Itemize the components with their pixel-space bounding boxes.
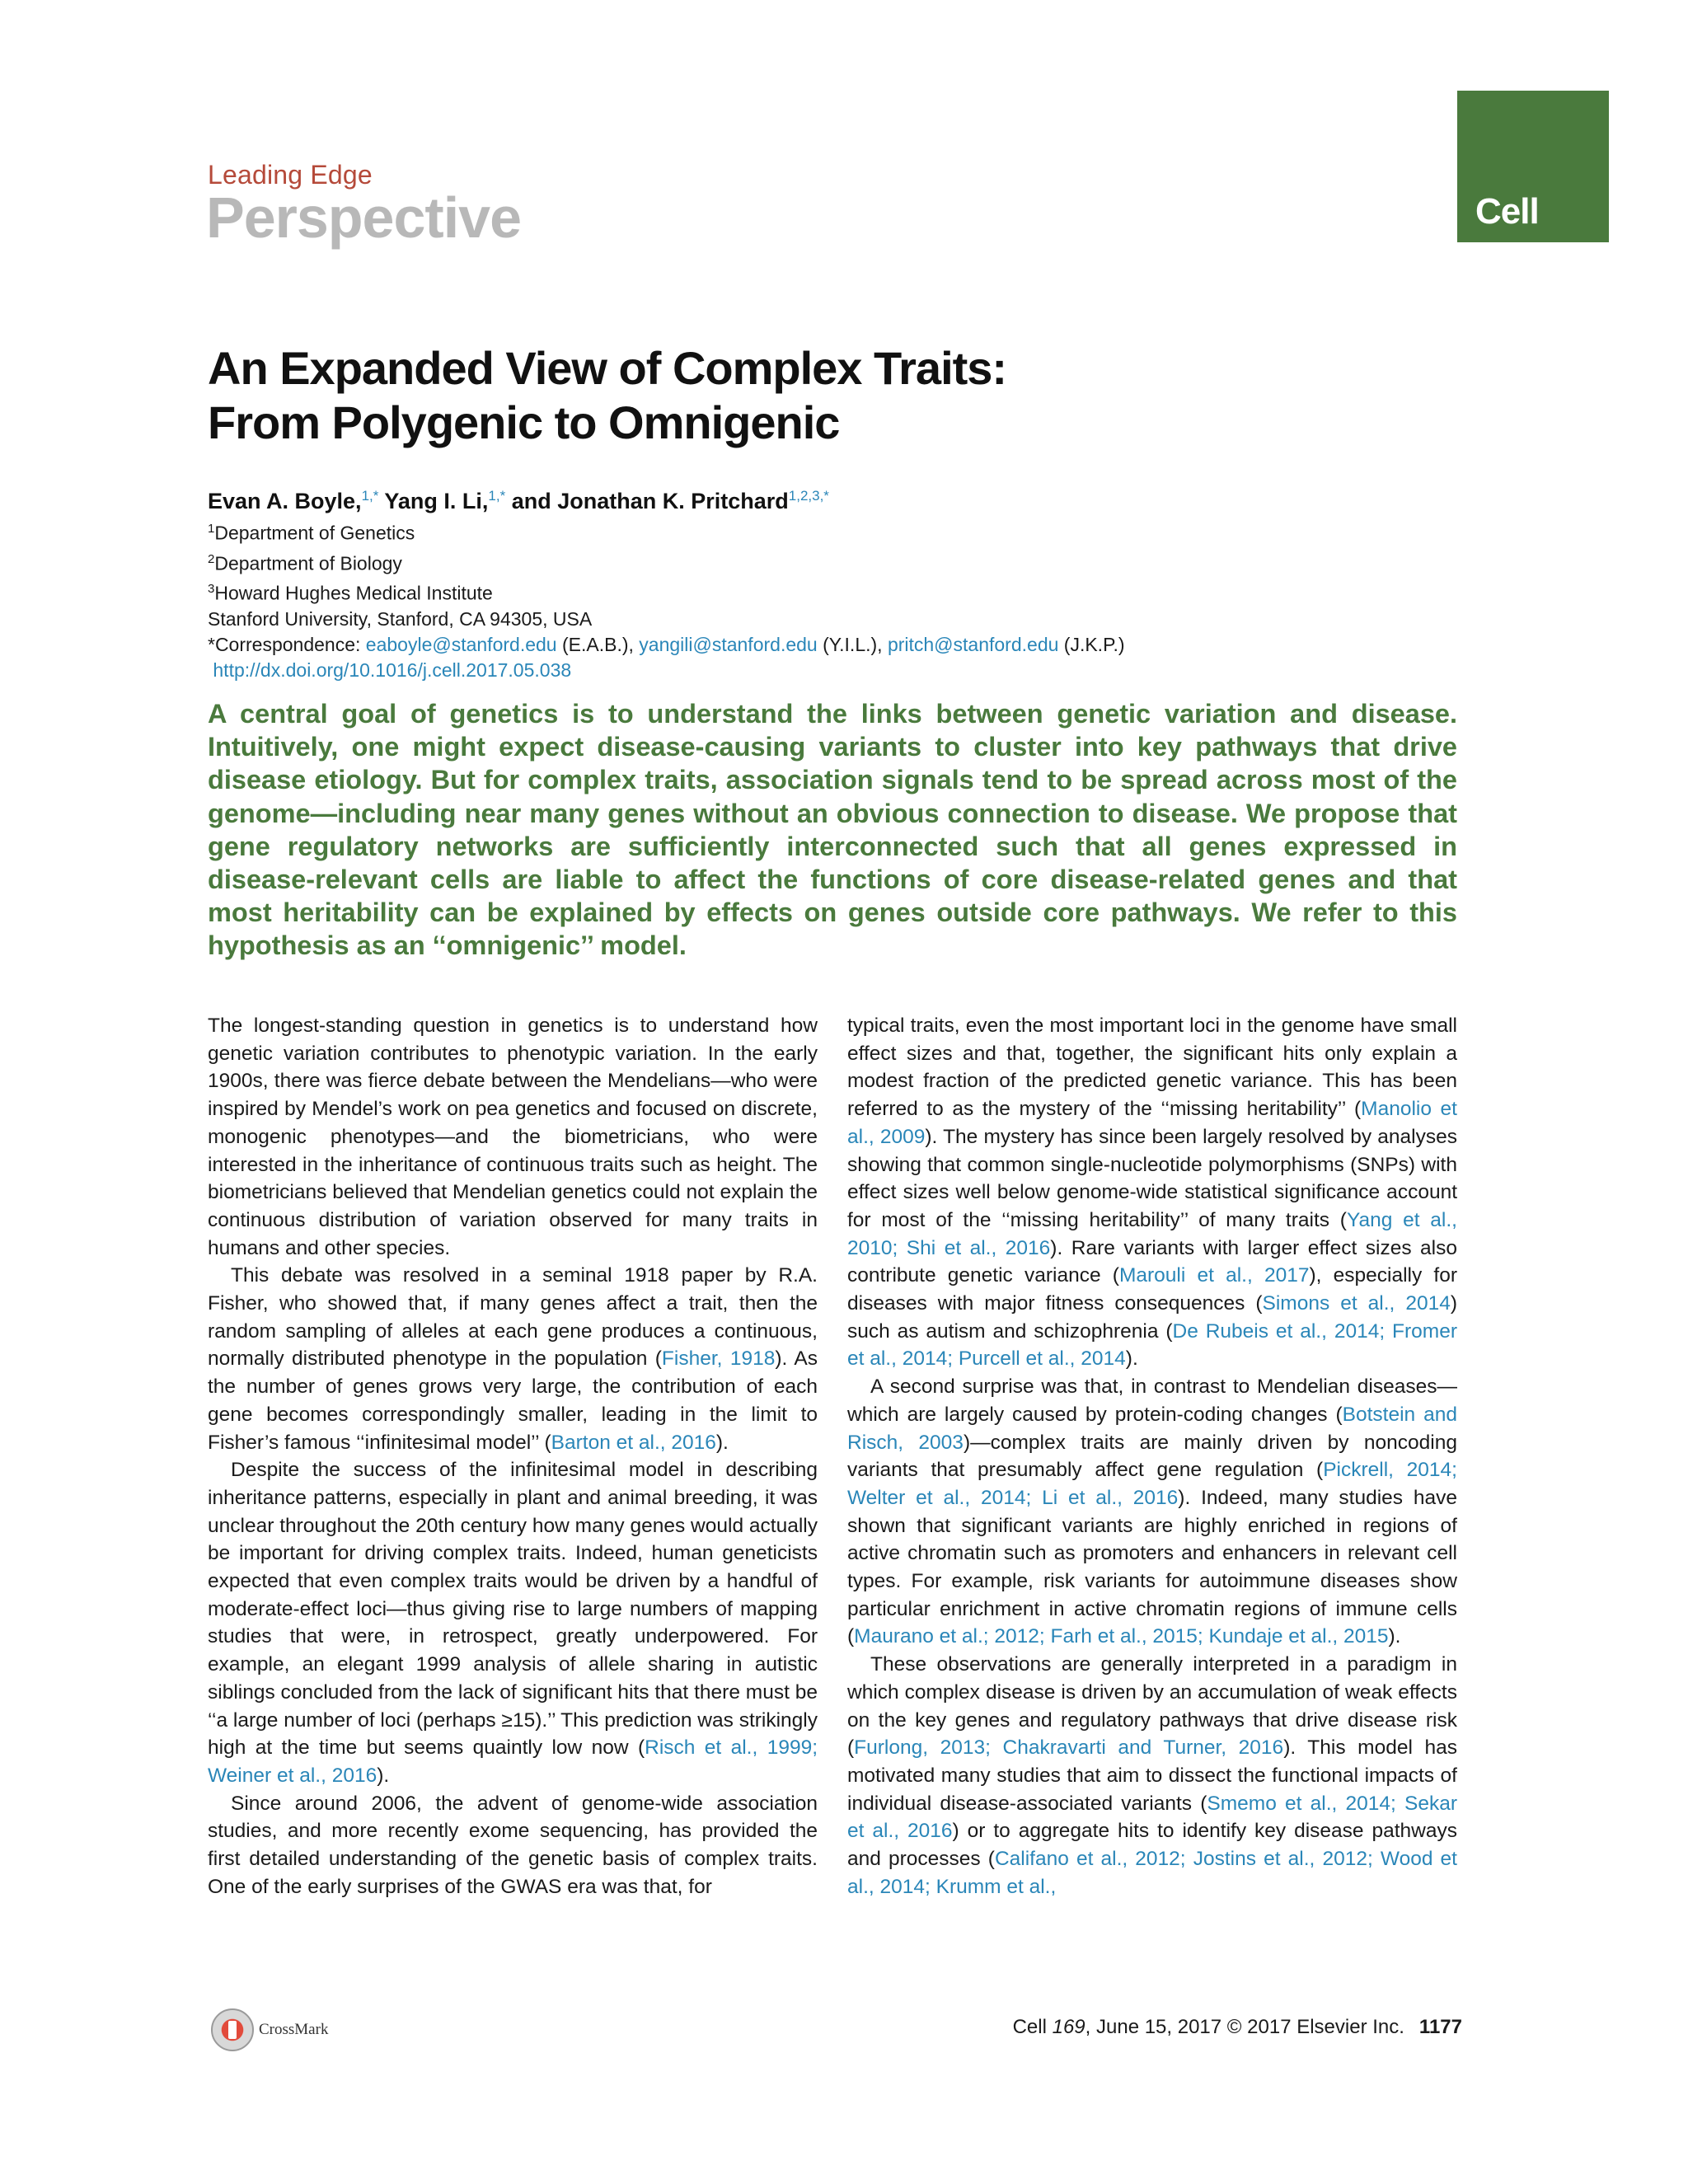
- body-paragraph: [208, 1456, 818, 1789]
- correspondence-label: *Correspondence:: [208, 633, 366, 655]
- affiliation-text: Department of Genetics: [214, 522, 415, 544]
- body-column-left: [208, 1012, 818, 1901]
- footer-date: , June 15, 2017 © 2017 Elsevier Inc.: [1085, 2016, 1404, 2038]
- author-initials: (E.A.B.),: [556, 633, 640, 655]
- paragraph-text: ) or to aggregate hits to identify key disease pathways and processes (: [847, 1820, 1457, 1871]
- article-title: [208, 341, 1006, 450]
- cell-journal-logo: [1457, 91, 1609, 242]
- footer-journal: Cell: [1012, 2016, 1053, 2038]
- author-initials: (Y.I.L.),: [817, 633, 888, 655]
- citation-link[interactable]: Botstein and Risch, 2003: [847, 1403, 1457, 1454]
- citation-link[interactable]: Marouli et al., 2017: [1118, 1264, 1310, 1287]
- paragraph-text: Despite the success of the infinitesimal model in describing inheritance patterns, especially in plant and animal breeding, it was unclear throughout the 20th century how many genes would actually be important for driving complex traits. Indeed, human geneticists expected that even complex traits would be driven by a handful of moderate-effect loci—thus giving rise to large numbers of mapping studies that were, in retrospect, greatly underpowered. For example, an elegant 1999 analysis of allele sharing in autistic siblings concluded from the lack of significant hits that there must be ‘‘a large number of loci (perhaps ≥15).’’ This prediction was strikingly high at the time but seems quaintly low now (: [208, 1459, 818, 1760]
- paragraph-text: ). Rare variants with larger effect sizes also contribute genetic variance (: [847, 1236, 1458, 1287]
- affiliation-text: Howard Hughes Medical Institute: [214, 582, 493, 604]
- citation-link[interactable]: De Rubeis et al., 2014; Fromer et al., 2014; Purcell et al., 2014: [847, 1319, 1457, 1371]
- author-affiliation-marker[interactable]: 1,*: [488, 488, 506, 504]
- footer-volume: 169: [1052, 2016, 1085, 2038]
- body-paragraph: The longest-standing question in genetics is to understand how genetic variation contributes to phenotypic variation. In the early 1900s, there was fierce debate between the Mendelians—who were inspired by Mendel’s work on pea genetics and focused on discrete, monogenic phenotypes—and the biometricians, who were interested in the inheritance of continuous traits such as height. The biometricians believed that Mendelian genetics could not explain the continuous distribution of variation observed for many traits in humans and other species.: [208, 1015, 818, 1259]
- page-footer: [1013, 2016, 1462, 2039]
- body-paragraph: [208, 1262, 818, 1456]
- body-paragraph: [847, 1373, 1457, 1651]
- author-name: and Jonathan K. Pritchard: [505, 489, 789, 513]
- section-label: Leading Edge: [208, 160, 373, 190]
- paragraph-text: ). As the number of genes grows very large, the contribution of each gene becomes correspondingly smaller, leading in the limit to Fisher’s famous ‘‘infinitesimal model’’ (: [208, 1347, 818, 1454]
- citation-link[interactable]: Califano et al., 2012; Jostins et al., 2012; Wood et al., 2014; Krumm et al.,: [847, 1848, 1457, 1898]
- body-paragraph: [847, 1651, 1457, 1900]
- crossmark-badge[interactable]: [211, 2008, 328, 2052]
- citation-link[interactable]: Simons et al., 2014: [1262, 1292, 1451, 1315]
- citation-link[interactable]: Pickrell, 2014; Welter et al., 2014; Li et al., 2016: [847, 1459, 1457, 1509]
- affiliation-number: 2: [208, 551, 215, 566]
- author-initials: (J.K.P.): [1058, 633, 1125, 655]
- citation-link[interactable]: Furlong, 2013; Chakravarti and Turner, 2016: [854, 1736, 1284, 1760]
- paragraph-text: ). Indeed, many studies have shown that significant variants are highly enriched in regions of active chromatin such as promoters and enhancers in relevant cell types. For example, risk variants for autoimmune diseases show particular enrichment in active chromatin regions of immune cells (: [847, 1486, 1457, 1648]
- citation-link[interactable]: Yang et al., 2010; Shi et al., 2016: [847, 1208, 1457, 1259]
- section-title: Perspective: [206, 185, 522, 250]
- affiliation-text: Department of Biology: [214, 552, 402, 574]
- page-number: 1177: [1418, 2016, 1462, 2038]
- affiliation-line: [208, 576, 1125, 607]
- crossmark-label: CrossMark: [259, 2021, 329, 2038]
- paragraph-text: ). The mystery has since been largely resolved by analyses showing that common single-nucleotide polymorphisms (SNPs) with effect sizes well below genome-wide statistical significance account for most of the ‘‘missing heritability’’ of many traits (: [847, 1125, 1457, 1231]
- paragraph-text: A second surprise was that, in contrast to Mendelian diseases—which are largely caused by protein-coding changes (: [847, 1376, 1457, 1426]
- paragraph-text: ) such as autism and schizophrenia (: [847, 1292, 1458, 1343]
- paragraph-text: )—complex traits are mainly driven by noncoding variants that presumably affect gene regulation (: [847, 1431, 1457, 1482]
- citation-link[interactable]: Manolio et al., 2009: [847, 1098, 1457, 1148]
- body-paragraph: Since around 2006, the advent of genome-wide association studies, and more recently exome sequencing, has provided the first detailed understanding of the genetic basis of complex traits. One of the early surprises of the GWAS era was that, for: [208, 1792, 818, 1898]
- abstract: A central goal of genetics is to understand the links between genetic variation and disease. Intuitively, one might expect disease-causing variants to cluster into key pathways that drive disease etiology. But for complex traits, association signals tend to be spread across most of the genome—including near many genes without an obvious connection to disease. We propose that gene regulatory networks are sufficiently interconnected such that all genes expressed in disease-relevant cells are liable to affect the functions of core disease-related genes and that most heritability can be explained by effects on genes outside core pathways. We refer to this hypothesis as an ‘‘omnigenic’’ model.: [208, 699, 1457, 961]
- affiliation-number: 1: [208, 522, 215, 536]
- email-link-pritchard[interactable]: pritch@stanford.edu: [887, 633, 1059, 655]
- affiliations: [208, 516, 1125, 683]
- author-list: [208, 488, 829, 514]
- body-column-right: [847, 1012, 1457, 1901]
- correspondence: [208, 632, 1125, 658]
- author-affiliation-marker[interactable]: 1,*: [361, 488, 379, 504]
- affiliation-line: [208, 516, 1125, 546]
- crossmark-icon: [211, 2008, 254, 2051]
- doi-link[interactable]: http://dx.doi.org/10.1016/j.cell.2017.05.038: [213, 658, 572, 681]
- paragraph-text: ).: [377, 1764, 390, 1787]
- doi-line: [208, 658, 1125, 683]
- citation-link[interactable]: Smemo et al., 2014; Sekar et al., 2016: [847, 1792, 1457, 1843]
- citation-link[interactable]: Risch et al., 1999; Weiner et al., 2016: [208, 1736, 818, 1787]
- institution: Stanford University, Stanford, CA 94305, USA: [208, 607, 593, 630]
- paragraph-text: ).: [1388, 1625, 1401, 1648]
- affiliation-number: 3: [208, 582, 215, 597]
- author-name: Evan A. Boyle,: [208, 489, 362, 513]
- author-affiliation-marker[interactable]: 1,2,3,*: [788, 488, 829, 504]
- paragraph-text: typical traits, even the most important loci in the genome have small effect sizes and that, together, the significant hits only explain a modest fraction of the predicted genetic variance. This has been referred to as the mystery of the ‘‘missing heritability’’ (: [847, 1015, 1457, 1121]
- citation-link[interactable]: Fisher, 1918: [661, 1347, 776, 1371]
- paragraph-text: ).: [715, 1431, 729, 1454]
- paragraph-text: ), especially for diseases with major fitness consequences (: [847, 1264, 1457, 1315]
- citation-link[interactable]: Maurano et al.; 2012; Farh et al., 2015; Kundaje et al., 2015: [854, 1625, 1389, 1648]
- body-paragraph: [847, 1012, 1457, 1373]
- paragraph-text: ).: [1125, 1347, 1138, 1371]
- paragraph-text: These observations are generally interpreted in a paradigm in which complex disease is driven by an accumulation of weak effects on the key genes and regulatory pathways that drive disease risk (: [847, 1653, 1457, 1760]
- article-title-line-1: An Expanded View of Complex Traits:: [208, 342, 1007, 394]
- cell-logo-text: Cell: [1475, 191, 1539, 232]
- affiliation-line: [208, 546, 1125, 577]
- email-link-li[interactable]: yangili@stanford.edu: [639, 633, 818, 655]
- article-title-line-2: From Polygenic to Omnigenic: [208, 396, 840, 448]
- author-name: Yang I. Li,: [378, 489, 489, 513]
- email-link-boyle[interactable]: eaboyle@stanford.edu: [365, 633, 557, 655]
- paragraph-text: ). This model has motivated many studies that aim to dissect the functional impacts of individual disease-associated variants (: [847, 1736, 1457, 1815]
- paragraph-text: This debate was resolved in a seminal 1918 paper by R.A. Fisher, who showed that, if many genes affect a trait, then the random sampling of alleles at each gene produces a continuous, normally distributed phenotype in the population (: [208, 1264, 818, 1371]
- citation-link[interactable]: Barton et al., 2016: [551, 1431, 716, 1454]
